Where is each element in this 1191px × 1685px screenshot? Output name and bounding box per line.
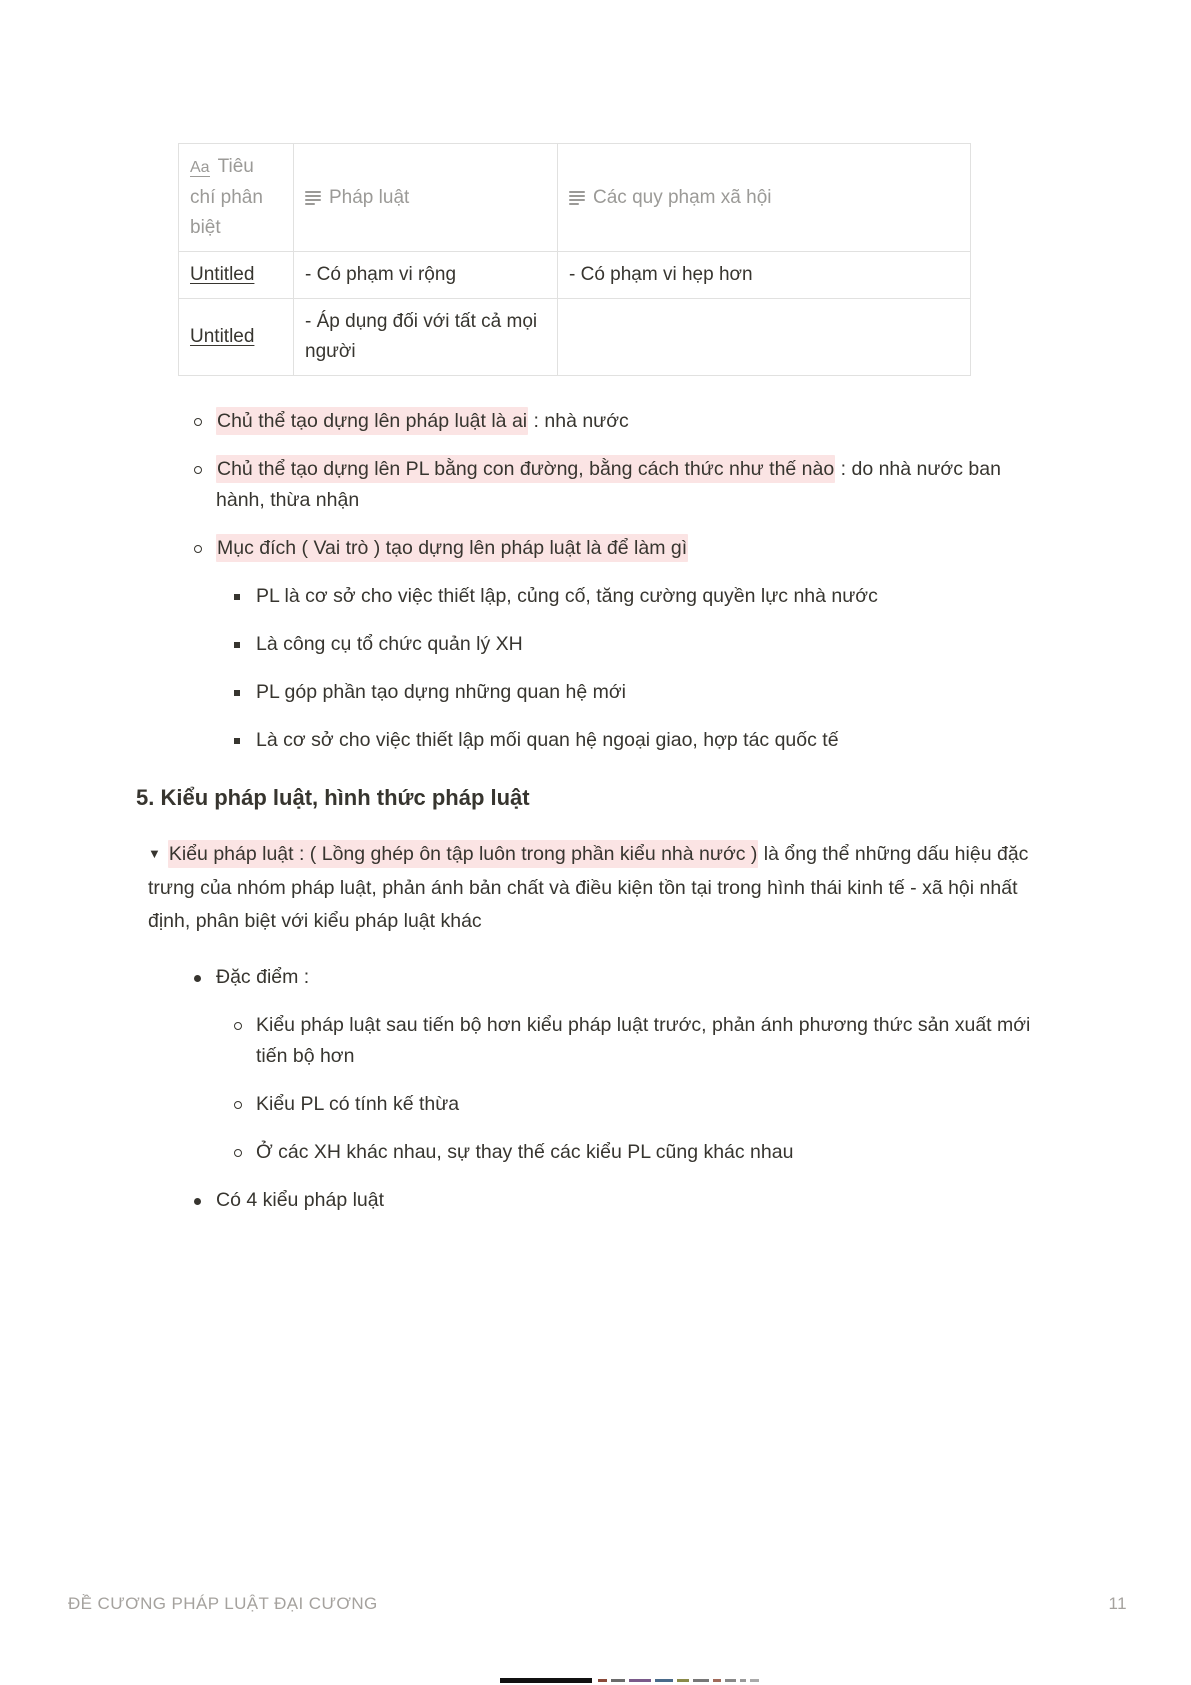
bullet-list-questions xyxy=(193,406,1055,564)
toggle-open-icon[interactable]: ▼ xyxy=(148,846,161,861)
text-property-icon xyxy=(569,191,585,204)
column-header-label: Tiêu chí phân biệt xyxy=(190,156,263,238)
disc-bullet-icon xyxy=(194,1198,201,1205)
list-item-text: PL góp phần tạo dựng những quan hệ mới xyxy=(256,681,626,703)
footer-document-title: ĐỀ CƯƠNG PHÁP LUẬT ĐẠI CƯƠNG xyxy=(68,1594,378,1613)
square-bullet-icon xyxy=(234,738,240,744)
list-item xyxy=(193,962,1055,993)
black-bar-artifact xyxy=(500,1678,592,1683)
list-item xyxy=(233,1089,1033,1120)
table-row xyxy=(179,252,971,299)
bottom-cutoff-artifact xyxy=(500,1677,763,1684)
circle-bullet-icon xyxy=(194,418,202,426)
comparison-table xyxy=(178,143,971,376)
toggle-text: là ổng thể những dấu hiệu đặc trưng của nhóm pháp luật, phản ánh bản chất và điều kiện tồn tại trong hình thái kinh tế - xã hội nhất định, phân biệt với kiểu pháp luật khác xyxy=(148,843,1029,932)
highlighted-text: Mục đích ( Vai trò ) tạo dựng lên pháp luật là để làm gì xyxy=(216,534,688,562)
circle-bullet-icon xyxy=(194,545,202,553)
table-header-row xyxy=(179,144,971,252)
table-cell: - Áp dụng đối với tất cả mọi người xyxy=(294,299,558,376)
column-header-quy-pham xyxy=(558,144,971,252)
column-header-label: Pháp luật xyxy=(329,186,410,208)
square-bullet-icon xyxy=(234,594,240,600)
list-item-text: Là công cụ tổ chức quản lý XH xyxy=(256,633,523,655)
page-footer xyxy=(68,1594,1127,1614)
artifact-chip xyxy=(740,1679,746,1682)
artifact-chip xyxy=(655,1679,673,1682)
section-heading: 5. Kiểu pháp luật, hình thức pháp luật xyxy=(136,785,530,810)
bullet-list-4-kieu xyxy=(193,1185,1055,1216)
highlighted-text: Chủ thể tạo dựng lên PL bằng con đường, bằng cách thức như thế nào xyxy=(216,455,835,483)
column-header-phap-luat xyxy=(294,144,558,252)
list-item-text: : nhà nước xyxy=(528,410,629,432)
column-header-label: Các quy phạm xã hội xyxy=(593,186,772,208)
artifact-chip xyxy=(629,1679,651,1682)
artifact-chip xyxy=(713,1679,721,1682)
table-row xyxy=(179,299,971,376)
list-item-text: Có 4 kiểu pháp luật xyxy=(216,1189,385,1211)
table-cell: - Có phạm vi hẹp hơn xyxy=(558,252,971,299)
list-item-text: : do nhà nước ban hành, thừa nhận xyxy=(216,458,1001,511)
artifact-chip xyxy=(598,1679,607,1682)
artifact-chip xyxy=(693,1679,709,1682)
text-property-icon xyxy=(305,191,321,204)
circle-bullet-icon xyxy=(234,1022,242,1030)
disc-bullet-icon xyxy=(194,975,201,982)
footer-page-number: 11 xyxy=(1108,1594,1127,1613)
column-header-tieu-chi xyxy=(179,144,294,252)
list-item xyxy=(193,454,1055,516)
highlighted-text: Chủ thể tạo dựng lên pháp luật là ai xyxy=(216,407,528,435)
highlighted-text: Kiểu pháp luật : ( Lồng ghép ôn tập luôn trong phần kiểu nhà nước ) xyxy=(168,840,759,868)
list-item xyxy=(193,406,1055,437)
list-item-text: Đặc điểm : xyxy=(216,966,310,988)
table-cell xyxy=(558,299,971,376)
list-item xyxy=(193,533,1055,564)
circle-bullet-icon xyxy=(234,1101,242,1109)
bullet-list-dac-diem xyxy=(193,962,1055,993)
title-property-icon: Aa xyxy=(190,159,210,176)
list-item xyxy=(233,677,1053,708)
list-item-text: Kiểu pháp luật sau tiến bộ hơn kiểu pháp luật trước, phản ánh phương thức sản xuất mới tiến bộ hơn xyxy=(256,1014,1031,1067)
list-item xyxy=(233,1010,1033,1072)
list-item-text: Kiểu PL có tính kế thừa xyxy=(256,1093,460,1115)
bullet-list-purposes xyxy=(233,581,1053,756)
list-item-text: Là cơ sở cho việc thiết lập mối quan hệ ngoại giao, hợp tác quốc tế xyxy=(256,729,839,751)
row-title-link[interactable]: Untitled xyxy=(190,264,255,285)
list-item-text: PL là cơ sở cho việc thiết lập, củng cố, tăng cường quyền lực nhà nước xyxy=(256,585,878,607)
artifact-chip xyxy=(677,1679,689,1682)
square-bullet-icon xyxy=(234,690,240,696)
artifact-chip xyxy=(725,1679,736,1682)
row-title-link[interactable]: Untitled xyxy=(190,326,255,347)
artifact-chip xyxy=(611,1679,625,1682)
artifact-chip xyxy=(750,1679,759,1682)
list-item-text: Ở các XH khác nhau, sự thay thế các kiểu PL cũng khác nhau xyxy=(256,1141,794,1163)
list-item xyxy=(233,629,1053,660)
table-cell: - Có phạm vi rộng xyxy=(294,252,558,299)
list-item xyxy=(233,581,1053,612)
list-item xyxy=(233,1137,1033,1168)
toggle-block xyxy=(148,838,1053,938)
circle-bullet-icon xyxy=(234,1149,242,1157)
list-item xyxy=(193,1185,1055,1216)
circle-bullet-icon xyxy=(194,466,202,474)
list-item xyxy=(233,725,1053,756)
bullet-list-characteristics xyxy=(233,1010,1033,1168)
square-bullet-icon xyxy=(234,642,240,648)
